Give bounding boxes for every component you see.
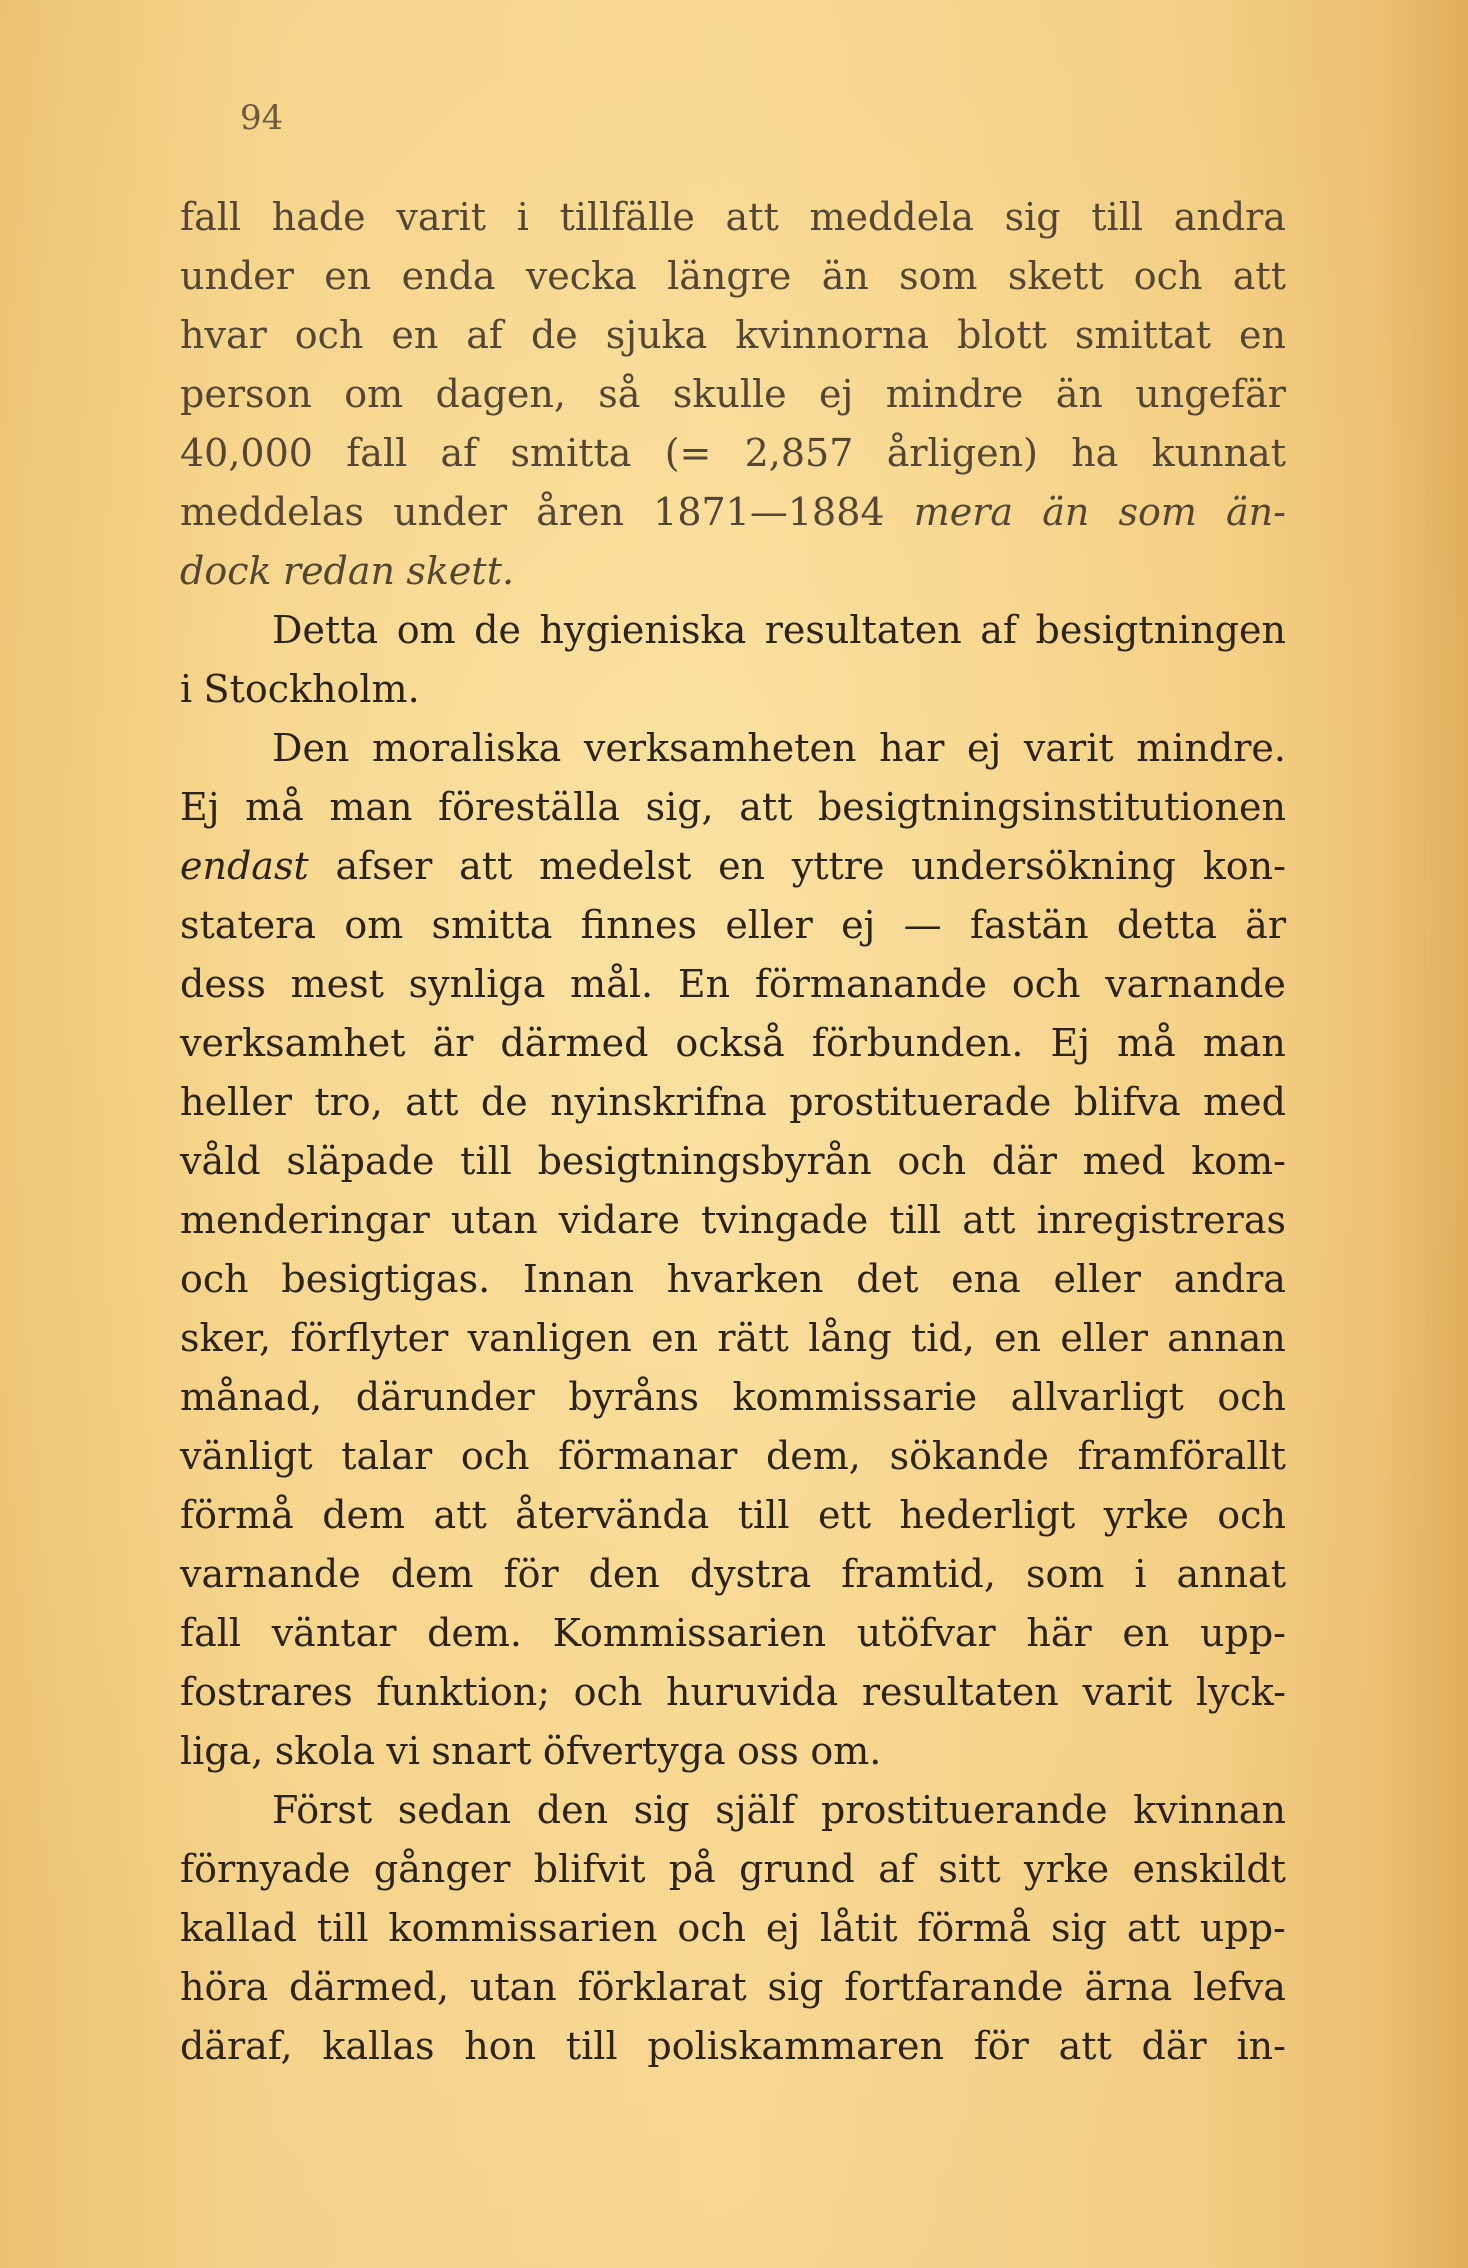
word: utan [450, 1198, 538, 1242]
word: sig [633, 1788, 690, 1832]
word: varit [1023, 726, 1114, 770]
word: till [565, 2024, 618, 2068]
word: dem, [765, 1434, 861, 1478]
text-line [180, 778, 1286, 837]
word: En [677, 962, 731, 1006]
word: besigtningen [1035, 608, 1286, 652]
word: Den [272, 726, 350, 770]
text-line [180, 1427, 1286, 1486]
word: af [440, 431, 478, 475]
word: och [573, 1670, 643, 1714]
word: meddelas [180, 490, 364, 534]
page-number: 94 [240, 98, 284, 138]
word: mindre [885, 372, 1024, 416]
word: fall [346, 431, 408, 475]
word: yrke [1103, 1493, 1189, 1537]
word: framtid, [841, 1552, 996, 1596]
word: tillfälle [559, 195, 695, 239]
word: dock [180, 549, 272, 593]
text-line [180, 896, 1286, 955]
word: man [329, 785, 413, 829]
text-line [180, 483, 1286, 542]
word: prostituerande [820, 1788, 1108, 1832]
word: 2,857 [744, 431, 854, 475]
word: och [677, 1906, 746, 1950]
word: sedan [397, 1788, 512, 1832]
word: yttre [791, 844, 885, 888]
text-line [180, 601, 1286, 660]
word: gånger [373, 1847, 511, 1891]
word: 1871—1884 [653, 490, 885, 534]
word: att [459, 844, 513, 888]
word: det [856, 1257, 919, 1301]
word: att [739, 785, 793, 829]
word: Innan [522, 1257, 635, 1301]
word: finnes [580, 903, 698, 947]
word: snart [431, 1729, 532, 1773]
text-line [180, 719, 1286, 778]
word: mindre. [1136, 726, 1286, 770]
word: om [344, 903, 404, 947]
word: släpade [286, 1139, 435, 1183]
word: en [994, 1316, 1042, 1360]
word: förnyade [180, 1847, 351, 1891]
word: byråns [568, 1375, 699, 1419]
word: också [675, 1021, 785, 1065]
word: ärna [1084, 1965, 1173, 2009]
word: under [180, 254, 294, 298]
word: skulle [672, 372, 787, 416]
word: en [324, 254, 372, 298]
word: dem [390, 1552, 474, 1596]
word: mest [290, 962, 384, 1006]
word: liga, [180, 1729, 264, 1773]
text-line [180, 1722, 1286, 1781]
word: vänligt [180, 1434, 313, 1478]
word: må [245, 785, 304, 829]
word: lefva [1193, 1965, 1286, 2009]
word: att [1058, 2024, 1112, 2068]
word: dem [322, 1493, 406, 1537]
word: och [180, 1257, 249, 1301]
word: utan [469, 1965, 557, 2009]
word: kunnat [1151, 431, 1286, 475]
word: utöfvar [856, 1611, 996, 1655]
word: så [598, 372, 641, 416]
word: förflyter [290, 1316, 449, 1360]
word: resultaten [764, 608, 962, 652]
word: nyinskrifna [550, 1080, 767, 1124]
word: Kommissarien [552, 1611, 827, 1655]
word: enda [401, 254, 496, 298]
word: därmed [500, 1021, 649, 1065]
word: af [980, 608, 1017, 652]
text-line [180, 542, 1286, 601]
word: kom- [1191, 1139, 1286, 1183]
text-line [180, 1604, 1286, 1663]
word: förmanande [754, 962, 988, 1006]
word: varit [1082, 1670, 1173, 1714]
text-line [180, 1073, 1286, 1132]
word: blott [956, 313, 1047, 357]
word: och [1011, 962, 1081, 1006]
word: åren [536, 490, 624, 534]
word: och [1217, 1493, 1286, 1537]
word: upp- [1199, 1906, 1286, 1950]
word: hygieniska [539, 608, 747, 652]
word: till [316, 1906, 369, 1950]
word: däraf, [180, 2024, 293, 2068]
word: besigtningsbyrån [537, 1139, 872, 1183]
word: och [1133, 254, 1203, 298]
word: de [530, 313, 578, 357]
word: rätt [717, 1316, 789, 1360]
word: än [1042, 490, 1090, 534]
word: den [588, 1552, 660, 1596]
word: sig [1051, 1906, 1107, 1950]
word: sjuka [605, 313, 708, 357]
word: de [474, 608, 521, 652]
word: sker, [180, 1316, 272, 1360]
word: därunder [355, 1375, 535, 1419]
word: sig [1004, 195, 1061, 239]
word: och [460, 1434, 530, 1478]
word: fastän [969, 903, 1089, 947]
text-line [180, 837, 1286, 896]
word: till [737, 1493, 790, 1537]
word: kommissarie [732, 1375, 978, 1419]
word: låtit [819, 1906, 898, 1950]
word: skett [1007, 254, 1104, 298]
word: hvarken [666, 1257, 824, 1301]
word: att [962, 1198, 1016, 1242]
text-line [180, 365, 1286, 424]
word: kvinnorna [735, 313, 929, 357]
word: poliskammaren [647, 2024, 944, 2068]
word: i [1134, 1552, 1147, 1596]
word: kommissarien [388, 1906, 658, 1950]
word: menderingar [180, 1198, 430, 1242]
text-line [180, 1840, 1286, 1899]
word: ej [841, 903, 876, 947]
word: en [1238, 313, 1286, 357]
word: kallad [180, 1906, 297, 1950]
word: hon [464, 2024, 537, 2068]
word: varit [396, 195, 487, 239]
word: höra [180, 1965, 269, 2009]
word: i [180, 667, 193, 711]
word: sig [767, 1965, 824, 2009]
word: mål. [570, 962, 654, 1006]
word: ena [951, 1257, 1021, 1301]
word: må [1117, 1021, 1176, 1065]
word: redan [282, 549, 396, 593]
word: om [344, 372, 404, 416]
text-line [180, 1014, 1286, 1073]
word: framförallt [1077, 1434, 1286, 1478]
word: på [668, 1847, 716, 1891]
word: eller [1053, 1257, 1141, 1301]
word: heller [180, 1080, 292, 1124]
word: ej [819, 372, 854, 416]
word: tro, [314, 1080, 383, 1124]
text-line [180, 1250, 1286, 1309]
word: en [718, 844, 766, 888]
word: att [725, 195, 779, 239]
word: att [433, 1493, 487, 1537]
word: inregistreras [1036, 1198, 1286, 1242]
word: själf [715, 1788, 796, 1832]
word: blifva [1073, 1080, 1181, 1124]
word: eller [1060, 1316, 1148, 1360]
word: detta [1116, 903, 1217, 947]
word: under [393, 490, 508, 534]
word: och [1217, 1375, 1286, 1419]
word: enskildt [1132, 1847, 1286, 1891]
word: att [405, 1080, 459, 1124]
word: hade [271, 195, 366, 239]
word: fall [180, 1611, 242, 1655]
word: resultaten [861, 1670, 1059, 1714]
word: moraliska [372, 726, 562, 770]
word: person [180, 372, 312, 416]
word: medelst [539, 844, 692, 888]
text-line [180, 424, 1286, 483]
word: vidare [558, 1198, 681, 1242]
word: besigtigas. [281, 1257, 491, 1301]
word: fostrares [180, 1670, 353, 1714]
word: dagen, [435, 372, 566, 416]
word: verksamhet [180, 1021, 406, 1065]
word: sitt [938, 1847, 1001, 1891]
word: Stockholm. [203, 667, 420, 711]
text-line [180, 1545, 1286, 1604]
word: andra [1173, 1257, 1286, 1301]
text-line [180, 2017, 1286, 2076]
word: annat [1176, 1552, 1286, 1596]
word: månad, [180, 1375, 323, 1419]
word: ej [967, 726, 1002, 770]
word: varnande [1105, 962, 1286, 1006]
word: än- [1226, 490, 1286, 534]
word: annan [1167, 1316, 1286, 1360]
word: återvända [515, 1493, 710, 1537]
word: synliga [408, 962, 546, 1006]
word: där [1141, 2024, 1207, 2068]
word: hvar [180, 313, 267, 357]
word: blifvit [533, 1847, 646, 1891]
word: en [1122, 1611, 1170, 1655]
word: funktion; [376, 1670, 550, 1714]
word: kallas [322, 2024, 435, 2068]
word: in- [1236, 2024, 1286, 2068]
word: oss [737, 1729, 799, 1773]
word: om. [810, 1729, 882, 1773]
word: tvingade [701, 1198, 869, 1242]
word: en [391, 313, 439, 357]
word: ett [817, 1493, 871, 1537]
word: de [480, 1080, 528, 1124]
word: förmå [180, 1493, 294, 1537]
word: huruvida [665, 1670, 839, 1714]
word: 40,000 [180, 431, 313, 475]
word: väntar [271, 1611, 397, 1655]
text-line [180, 1663, 1286, 1722]
word: ha [1071, 431, 1119, 475]
word: tid, [910, 1316, 975, 1360]
word: som [1025, 1552, 1105, 1596]
word: Ej [1050, 1021, 1091, 1065]
word: lyck- [1195, 1670, 1286, 1714]
word: eller [725, 903, 813, 947]
word: verksamheten [583, 726, 857, 770]
word: för [973, 2024, 1029, 2068]
word: smittat [1074, 313, 1211, 357]
word: — [903, 903, 942, 947]
word: är [1245, 903, 1286, 947]
word: sökande [889, 1434, 1049, 1478]
word: skett. [406, 549, 515, 593]
body-text [180, 188, 1286, 2076]
word: statera [180, 903, 317, 947]
word: (= [664, 431, 712, 475]
word: upp- [1200, 1611, 1286, 1655]
word: lång [808, 1316, 892, 1360]
word: besigtningsinstitutionen [817, 785, 1286, 829]
word: prostituerade [789, 1080, 1052, 1124]
word: med [1082, 1139, 1166, 1183]
word: därmed, [289, 1965, 450, 2009]
word: kvinnan [1133, 1788, 1286, 1832]
word: Detta [272, 608, 379, 652]
word: och [294, 313, 364, 357]
word: kon- [1202, 844, 1286, 888]
word: dem. [427, 1611, 522, 1655]
word: yrke [1023, 1847, 1110, 1891]
word: Ej [180, 785, 220, 829]
word: af [878, 1847, 915, 1891]
word: att [1232, 254, 1286, 298]
word: fortfarande [844, 1965, 1064, 2009]
text-line [180, 1958, 1286, 2017]
word: vecka [525, 254, 637, 298]
text-line [180, 955, 1286, 1014]
word: vi [386, 1729, 420, 1773]
text-line [180, 188, 1286, 247]
word: här [1026, 1611, 1092, 1655]
word: andra [1173, 195, 1286, 239]
word: ungefär [1135, 372, 1286, 416]
word: till [460, 1139, 512, 1183]
word: vanligen [467, 1316, 632, 1360]
word: undersökning [911, 844, 1176, 888]
word: hederligt [899, 1493, 1076, 1537]
word: smitta [431, 903, 553, 947]
text-line [180, 1899, 1286, 1958]
word: ej [765, 1906, 801, 1950]
word: dess [180, 962, 266, 1006]
word: varnande [180, 1552, 361, 1596]
word: skola [274, 1729, 375, 1773]
word: sig, [645, 785, 714, 829]
word: öfvertyga [542, 1729, 726, 1773]
text-line [180, 247, 1286, 306]
word: endast [180, 844, 309, 888]
word: med [1203, 1080, 1286, 1124]
word: våld [180, 1139, 261, 1183]
text-line [180, 1486, 1286, 1545]
word: meddela [809, 195, 974, 239]
word: förmanar [558, 1434, 738, 1478]
word: fall [180, 195, 242, 239]
word: en [651, 1316, 699, 1360]
word: den [536, 1788, 609, 1832]
word: talar [341, 1434, 433, 1478]
word: om [396, 608, 456, 652]
word: dystra [689, 1552, 812, 1596]
word: är [432, 1021, 474, 1065]
word: smitta [510, 431, 632, 475]
word: förklarat [577, 1965, 747, 2009]
word: har [879, 726, 945, 770]
word: man [1202, 1021, 1286, 1065]
word: förbunden. [811, 1021, 1024, 1065]
word: Först [272, 1788, 373, 1832]
word: för [503, 1552, 559, 1596]
word: som [899, 254, 978, 298]
word: till [889, 1198, 942, 1242]
text-line [180, 1132, 1286, 1191]
word: föreställa [438, 785, 621, 829]
text-line [180, 1309, 1286, 1368]
text-line [180, 1781, 1286, 1840]
word: afser [335, 844, 433, 888]
text-line [180, 660, 1286, 719]
word: allvarligt [1010, 1375, 1184, 1419]
text-line [180, 1368, 1286, 1427]
word: mera [913, 490, 1014, 534]
word: och [897, 1139, 967, 1183]
word: än [821, 254, 869, 298]
word: i [516, 195, 529, 239]
word: än [1055, 372, 1103, 416]
word: där [991, 1139, 1057, 1183]
word: längre [667, 254, 792, 298]
word: att [1126, 1906, 1181, 1950]
text-line [180, 306, 1286, 365]
word: af [466, 313, 504, 357]
word: årligen) [886, 431, 1038, 475]
word: som [1118, 490, 1197, 534]
text-line [180, 1191, 1286, 1250]
word: till [1091, 195, 1143, 239]
word: grund [739, 1847, 855, 1891]
word: förmå [917, 1906, 1032, 1950]
